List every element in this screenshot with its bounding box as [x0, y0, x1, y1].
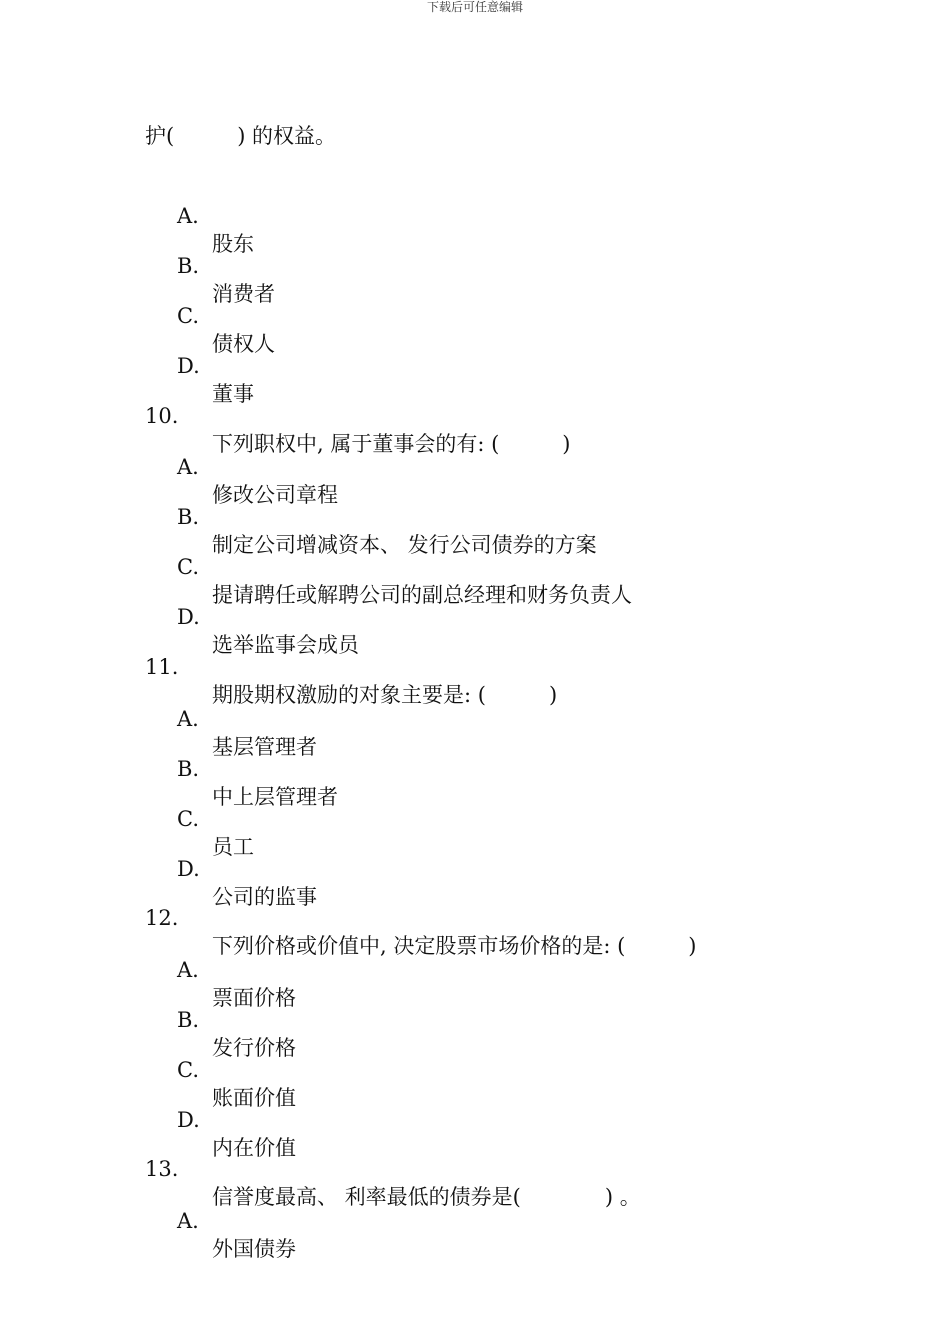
question-number: 10.: [145, 404, 179, 428]
option-letter: C.: [177, 555, 199, 579]
option-text: 修改公司章程: [212, 483, 338, 507]
option-letter: C.: [177, 807, 199, 831]
option-letter: A.: [177, 204, 199, 228]
option-letter: D.: [177, 857, 200, 881]
question-number: 12.: [145, 906, 179, 930]
option-letter: A.: [177, 1209, 199, 1233]
option-letter: B.: [177, 1008, 200, 1032]
option-text: 债权人: [212, 332, 275, 356]
option-letter: B.: [177, 254, 200, 278]
option-text: 股东: [212, 232, 254, 256]
option-text: 选举监事会成员: [212, 633, 359, 657]
question-text: 下列价格或价值中, 决定股票市场价格的是: ( ): [212, 934, 697, 958]
question-continuation: 护( ) 的权益。: [145, 124, 337, 148]
question-number: 11.: [145, 655, 179, 679]
option-letter: A.: [177, 958, 199, 982]
option-text: 发行价格: [212, 1036, 296, 1060]
question-text: 信誉度最高、 利率最低的债券是( ) 。: [212, 1185, 641, 1209]
option-letter: D.: [177, 605, 200, 629]
option-text: 账面价值: [212, 1086, 296, 1110]
option-text: 董事: [212, 382, 254, 406]
option-text: 提请聘任或解聘公司的副总经理和财务负责人: [212, 583, 632, 607]
option-letter: B.: [177, 757, 200, 781]
option-text: 票面价格: [212, 986, 296, 1010]
option-letter: C.: [177, 1058, 199, 1082]
option-text: 员工: [212, 835, 254, 859]
question-number: 13.: [145, 1157, 179, 1181]
option-letter: D.: [177, 1108, 200, 1132]
option-letter: B.: [177, 505, 200, 529]
option-letter: C.: [177, 304, 199, 328]
option-letter: A.: [177, 455, 199, 479]
option-text: 基层管理者: [212, 735, 317, 759]
option-text: 消费者: [212, 282, 275, 306]
option-text: 外国债券: [212, 1237, 296, 1261]
option-text: 内在价值: [212, 1136, 296, 1160]
question-text: 下列职权中, 属于董事会的有: ( ): [212, 432, 571, 456]
option-text: 公司的监事: [212, 885, 317, 909]
option-letter: D.: [177, 354, 200, 378]
option-text: 中上层管理者: [212, 785, 338, 809]
option-text: 制定公司增减资本、 发行公司债券的方案: [212, 533, 597, 557]
option-letter: A.: [177, 707, 199, 731]
option-row: [0, 1179, 296, 1263]
question-text: 期股期权激励的对象主要是: ( ): [212, 683, 558, 707]
page-header: 下载后可任意编辑: [426, 0, 523, 14]
